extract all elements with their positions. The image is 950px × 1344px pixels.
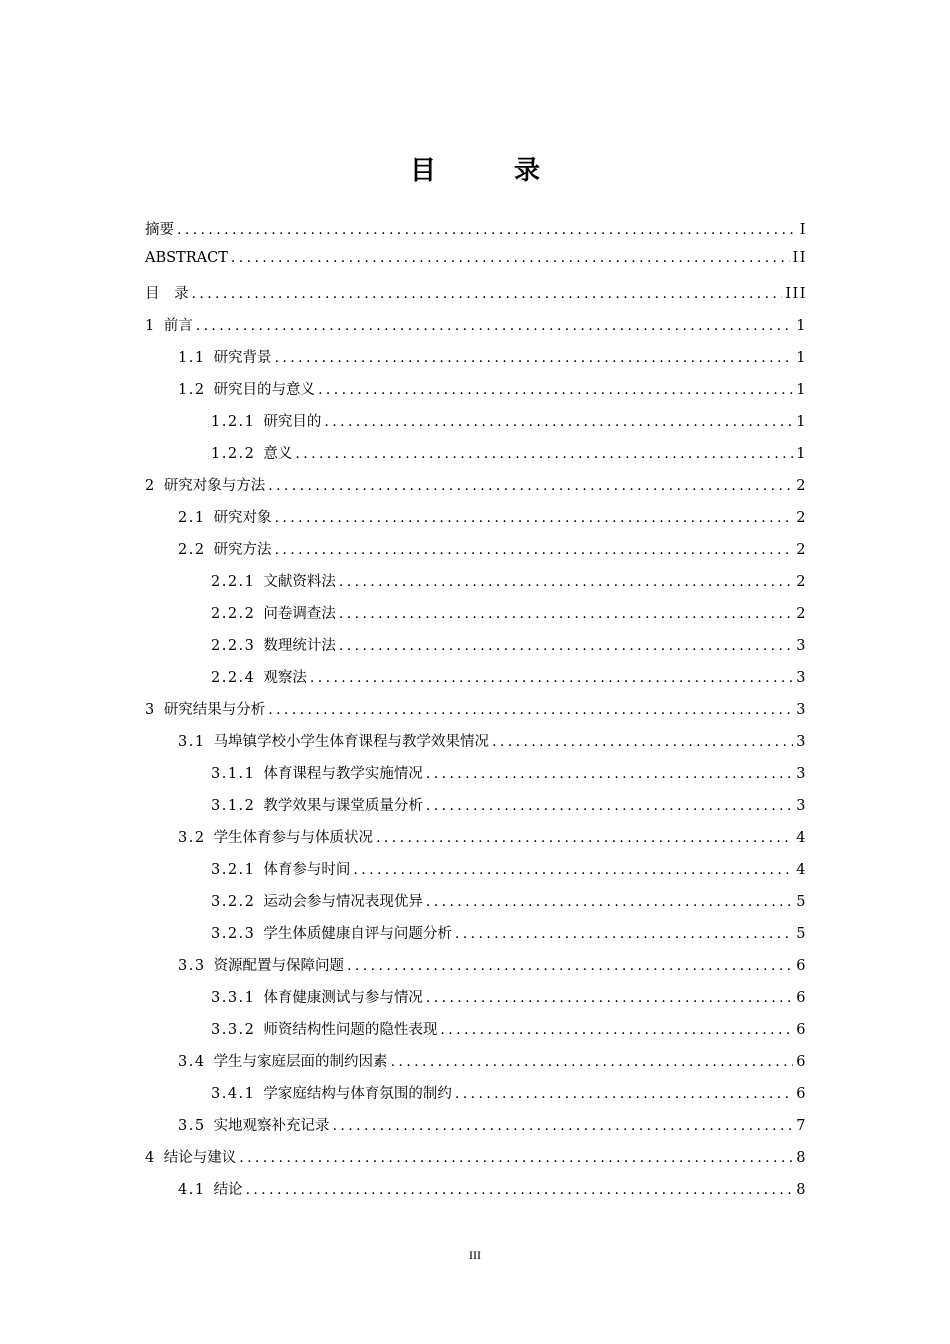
toc-entry[interactable] (145, 506, 807, 538)
toc-entry[interactable] (145, 378, 807, 410)
toc-dot-leader (324, 414, 793, 430)
toc-entry-title: 研究结果与分析 (163, 702, 266, 718)
toc-entry-number: 2.2.1 (211, 574, 256, 590)
toc-entry-title: 马埠镇学校小学生体育课程与教学效果情况 (213, 734, 490, 750)
toc-entry-number: 3.2 (178, 830, 206, 846)
toc-entry-title: 体育课程与教学实施情况 (263, 766, 423, 782)
toc-dot-leader (318, 382, 793, 398)
toc-entry-number: 1.2 (178, 382, 206, 398)
toc-entry-number: 1 (145, 318, 156, 334)
toc-entry[interactable] (145, 1114, 807, 1146)
toc-entry[interactable] (145, 666, 807, 698)
toc-entry[interactable] (145, 922, 807, 954)
toc-entry[interactable] (145, 794, 807, 826)
toc-entry-title: 实地观察补充记录 (213, 1118, 330, 1134)
toc-entry-number: 3.1 (178, 734, 206, 750)
toc-entry-number: 2.2 (178, 542, 206, 558)
toc-entry-page: 3 (796, 638, 807, 654)
toc-entry-page: 6 (796, 990, 807, 1006)
toc-entry-page: II (792, 250, 807, 266)
toc-entry-number: 2.2.4 (211, 670, 256, 686)
toc-entry[interactable] (145, 570, 807, 602)
toc-dot-leader (192, 286, 783, 302)
toc-dot-leader (275, 510, 794, 526)
toc-entry-page: 1 (796, 414, 807, 430)
toc-entry[interactable] (145, 698, 807, 730)
toc-entry-page: 1 (796, 382, 807, 398)
toc-entry-number: 3.4 (178, 1054, 206, 1070)
toc-entry-page: 1 (796, 446, 807, 462)
toc-entry-title: 资源配置与保障问题 (213, 958, 345, 974)
toc-dot-leader (177, 222, 797, 238)
toc-entry-page: 8 (796, 1182, 807, 1198)
toc-entry-title: 结论 (213, 1182, 243, 1198)
toc-entry[interactable] (145, 410, 807, 442)
toc-entry-page: 3 (796, 798, 807, 814)
toc-entry-title: 研究目的与意义 (213, 382, 316, 398)
toc-entry-page: 7 (796, 1118, 807, 1134)
toc-entry-page: 6 (796, 1086, 807, 1102)
toc-dot-leader (440, 1022, 793, 1038)
toc-entry[interactable] (145, 602, 807, 634)
toc-entry-page: 3 (796, 670, 807, 686)
toc-entry-page: 6 (796, 1054, 807, 1070)
table-of-contents (145, 218, 807, 1210)
toc-entry-title: 学生体育参与与体质状况 (213, 830, 374, 846)
toc-entry-page: 1 (796, 318, 807, 334)
toc-entry-page: 1 (796, 350, 807, 366)
toc-entry-number: 4 (145, 1150, 156, 1166)
toc-entry-number: 2.1 (178, 510, 206, 526)
toc-entry-page: III (785, 286, 807, 302)
toc-entry[interactable] (145, 730, 807, 762)
toc-entry-title: 意义 (263, 446, 293, 462)
toc-dot-leader (246, 1182, 794, 1198)
toc-dot-leader (339, 638, 793, 654)
toc-entry[interactable] (145, 346, 807, 378)
toc-entry-number: 1.2.1 (211, 414, 256, 430)
toc-entry[interactable] (145, 1082, 807, 1114)
toc-entry-title: 前言 (163, 318, 193, 334)
toc-dot-leader (353, 862, 793, 878)
toc-entry[interactable] (145, 826, 807, 858)
toc-entry[interactable] (145, 890, 807, 922)
toc-entry-page: 2 (796, 542, 807, 558)
toc-entry[interactable] (145, 986, 807, 1018)
toc-entry-page: 4 (796, 862, 807, 878)
toc-entry-title: 教学效果与课堂质量分析 (263, 798, 423, 814)
toc-entry-number: 2.2.2 (211, 606, 256, 622)
toc-entry-title: ABSTRACT (145, 250, 228, 266)
toc-entry[interactable] (145, 858, 807, 890)
toc-entry-number: 3.2.3 (211, 926, 256, 942)
toc-dot-leader (391, 1054, 794, 1070)
toc-entry-title: 运动会参与情况表现优异 (263, 894, 423, 910)
toc-dot-leader (426, 766, 793, 782)
toc-dot-leader (239, 1150, 793, 1166)
toc-dot-leader (295, 446, 793, 462)
toc-entry[interactable] (145, 1050, 807, 1082)
toc-dot-leader (339, 574, 793, 590)
toc-entry[interactable] (145, 634, 807, 666)
toc-entry-page: 6 (796, 1022, 807, 1038)
toc-dot-leader (275, 350, 794, 366)
toc-entry-number: 2.2.3 (211, 638, 256, 654)
toc-entry-page: 6 (796, 958, 807, 974)
toc-entry-title: 师资结构性问题的隐性表现 (263, 1022, 438, 1038)
toc-dot-leader (333, 1118, 794, 1134)
toc-entry[interactable] (145, 218, 807, 250)
toc-entry-title: 目 录 (145, 286, 189, 302)
toc-entry-title: 摘要 (145, 222, 174, 238)
toc-entry-page: 8 (796, 1150, 807, 1166)
toc-entry-title: 体育健康测试与参与情况 (263, 990, 423, 1006)
toc-dot-leader (376, 830, 793, 846)
toc-entry-page: 2 (796, 606, 807, 622)
toc-entry[interactable] (145, 282, 807, 314)
toc-entry-number: 3 (145, 702, 156, 718)
toc-entry[interactable] (145, 762, 807, 794)
toc-dot-leader (310, 670, 793, 686)
toc-entry-title: 体育参与时间 (263, 862, 351, 878)
toc-entry[interactable] (145, 314, 807, 346)
toc-dot-leader (339, 606, 793, 622)
toc-entry[interactable] (145, 1178, 807, 1210)
toc-entry-number: 3.2.1 (211, 862, 256, 878)
toc-entry-number: 2 (145, 478, 156, 494)
toc-entry[interactable] (145, 954, 807, 986)
toc-dot-leader (455, 1086, 793, 1102)
toc-dot-leader (455, 926, 793, 942)
toc-entry-title: 学生与家庭层面的制约因素 (213, 1054, 388, 1070)
toc-entry-title: 学家庭结构与体育氛围的制约 (263, 1086, 452, 1102)
toc-entry-page: 3 (796, 702, 807, 718)
toc-entry-title: 结论与建议 (163, 1150, 237, 1166)
page-title: 目 录 (409, 156, 566, 186)
toc-dot-leader (196, 318, 794, 334)
toc-entry-page: 2 (796, 478, 807, 494)
toc-entry-title: 文献资料法 (263, 574, 336, 590)
page-number: III (469, 1248, 481, 1262)
toc-entry-number: 3.3.2 (211, 1022, 256, 1038)
toc-entry-title: 学生体质健康自评与问题分析 (263, 926, 452, 942)
toc-entry-title: 研究背景 (213, 350, 272, 366)
toc-entry-title: 研究对象与方法 (163, 478, 266, 494)
toc-entry[interactable] (145, 1146, 807, 1178)
toc-entry-number: 3.2.2 (211, 894, 256, 910)
toc-entry-number: 1.2.2 (211, 446, 256, 462)
toc-entry-page: 3 (796, 766, 807, 782)
toc-entry-number: 3.3.1 (211, 990, 256, 1006)
toc-entry-title: 研究目的 (263, 414, 322, 430)
toc-dot-leader (426, 990, 793, 1006)
toc-entry-title: 观察法 (263, 670, 307, 686)
toc-dot-leader (268, 478, 793, 494)
toc-dot-leader (347, 958, 793, 974)
toc-entry-title: 问卷调查法 (263, 606, 336, 622)
toc-entry-number: 3.1.2 (211, 798, 256, 814)
toc-entry[interactable] (145, 538, 807, 570)
toc-entry-page: 5 (796, 926, 807, 942)
toc-entry-page: 2 (796, 510, 807, 526)
toc-entry-page: 5 (796, 894, 807, 910)
toc-dot-leader (492, 734, 793, 750)
toc-entry[interactable] (145, 442, 807, 474)
toc-entry-page: I (799, 222, 807, 238)
toc-entry-number: 4.1 (178, 1182, 206, 1198)
toc-entry-number: 3.3 (178, 958, 206, 974)
toc-entry-title: 研究对象 (213, 510, 272, 526)
toc-dot-leader (231, 250, 790, 266)
toc-entry-page: 4 (796, 830, 807, 846)
toc-entry[interactable] (145, 474, 807, 506)
toc-dot-leader (268, 702, 793, 718)
toc-dot-leader (426, 894, 793, 910)
toc-entry-page: 2 (796, 574, 807, 590)
toc-entry-title: 研究方法 (213, 542, 272, 558)
toc-entry-title: 数理统计法 (263, 638, 336, 654)
toc-entry-number: 1.1 (178, 350, 206, 366)
toc-entry[interactable] (145, 250, 807, 282)
toc-dot-leader (426, 798, 793, 814)
toc-dot-leader (275, 542, 794, 558)
toc-entry-number: 3.1.1 (211, 766, 256, 782)
toc-entry-number: 3.4.1 (211, 1086, 256, 1102)
toc-entry-number: 3.5 (178, 1118, 206, 1134)
toc-entry[interactable] (145, 1018, 807, 1050)
toc-entry-page: 3 (796, 734, 807, 750)
